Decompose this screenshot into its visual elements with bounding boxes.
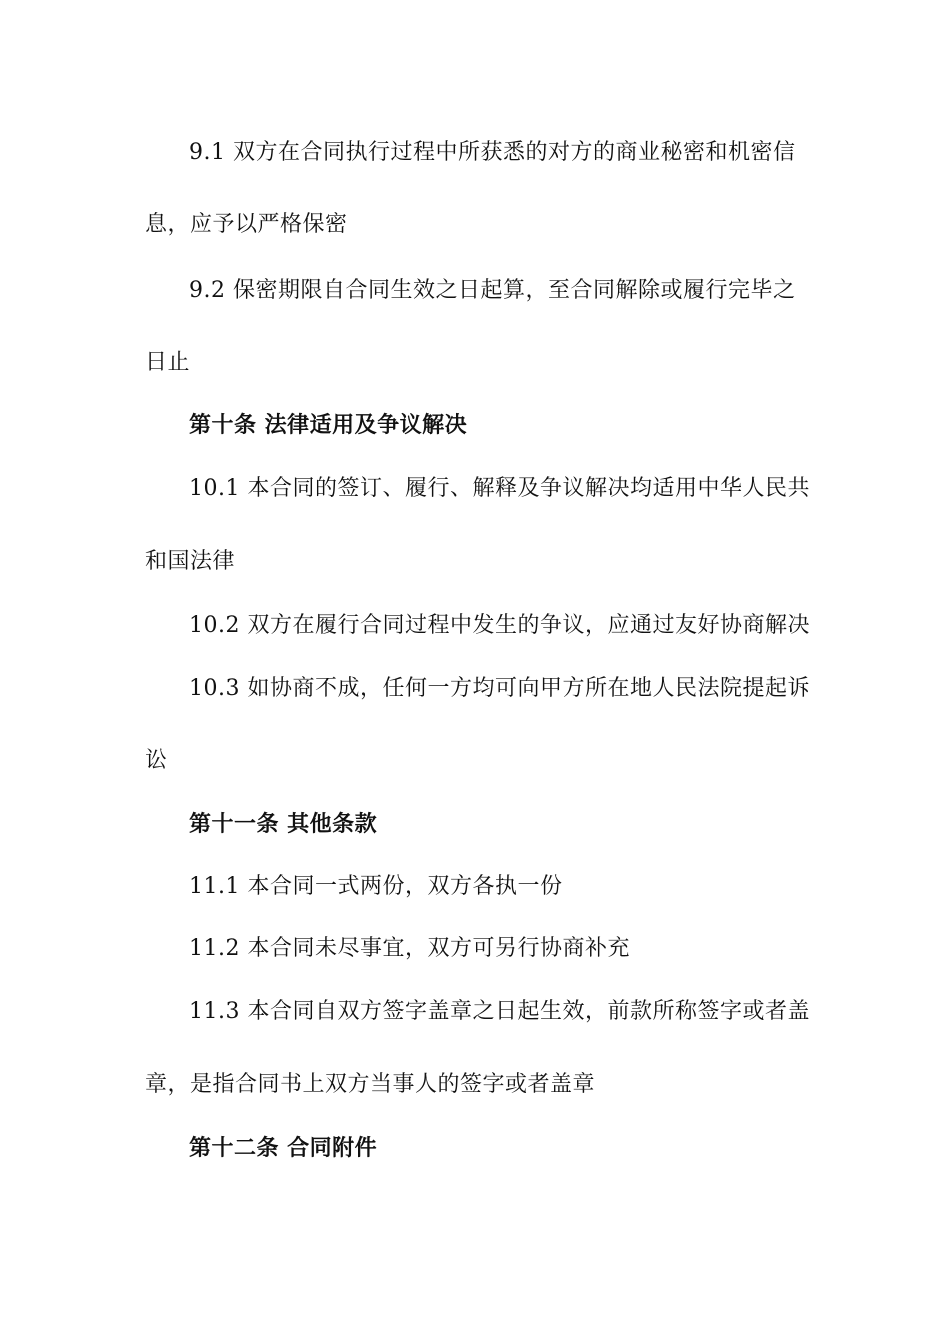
clause-9-2-line-2: 日止 <box>145 350 191 375</box>
clause-9-1-line-2: 息，应予以严格保密 <box>145 212 348 237</box>
article-10-heading: 第十条 法律适用及争议解决 <box>189 413 468 438</box>
clause-9-2-line-1: 9.2 保密期限自合同生效之日起算，至合同解除或履行完毕之 <box>189 278 796 303</box>
clause-11-3-line-2: 章，是指合同书上双方当事人的签字或者盖章 <box>145 1072 596 1097</box>
clause-9-1-line-1: 9.1 双方在合同执行过程中所获悉的对方的商业秘密和机密信 <box>189 140 796 165</box>
clause-11-1: 11.1 本合同一式两份，双方各执一份 <box>189 874 563 899</box>
clause-10-2: 10.2 双方在履行合同过程中发生的争议，应通过友好协商解决 <box>189 613 810 638</box>
clause-11-3-line-1: 11.3 本合同自双方签字盖章之日起生效，前款所称签字或者盖 <box>189 999 810 1024</box>
clause-10-3-line-1: 10.3 如协商不成，任何一方均可向甲方所在地人民法院提起诉 <box>189 676 810 701</box>
clause-11-2: 11.2 本合同未尽事宜，双方可另行协商补充 <box>189 936 630 961</box>
article-12-heading: 第十二条 合同附件 <box>189 1136 378 1161</box>
clause-10-3-line-2: 讼 <box>145 748 168 773</box>
article-11-heading: 第十一条 其他条款 <box>189 812 378 837</box>
clause-10-1-line-1: 10.1 本合同的签订、履行、解释及争议解决均适用中华人民共 <box>189 476 810 501</box>
clause-10-1-line-2: 和国法律 <box>145 549 236 574</box>
